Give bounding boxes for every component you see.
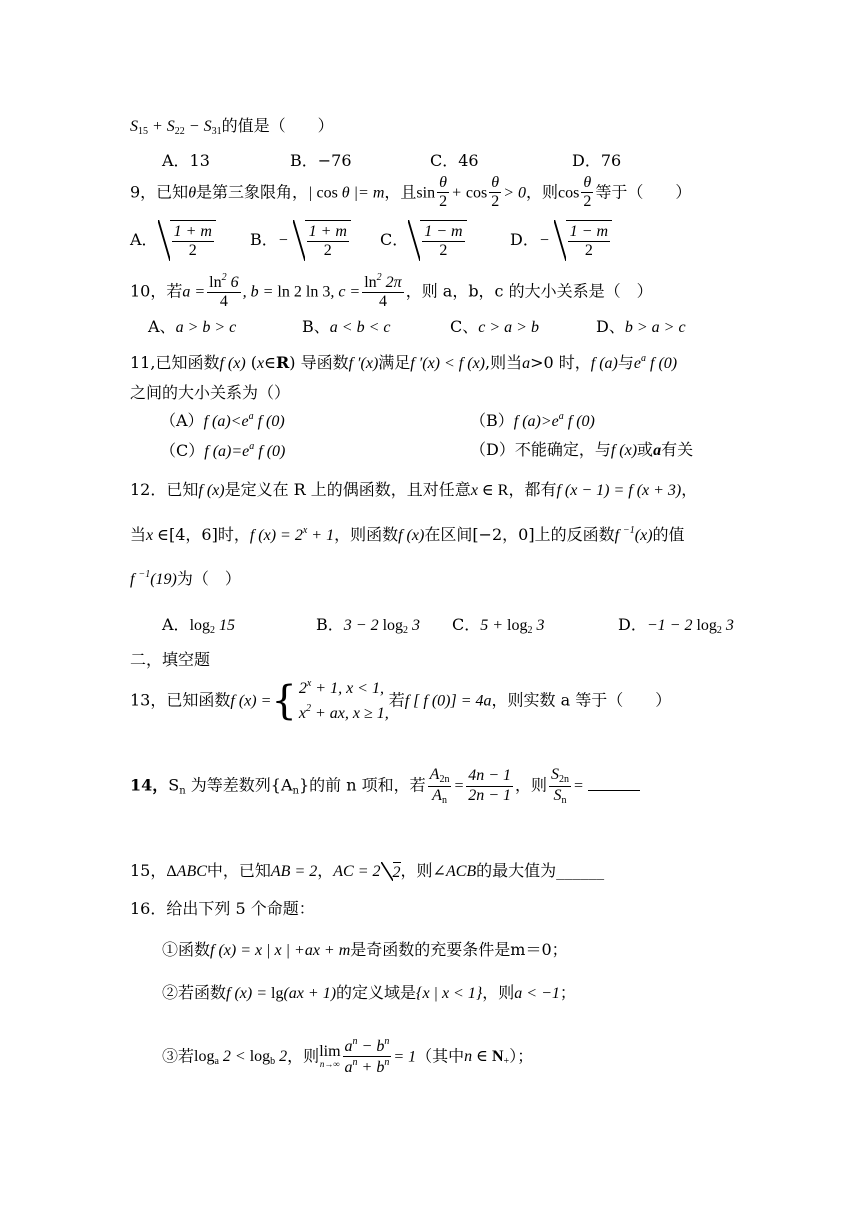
section-title-fill-blank: 二，填空题 xyxy=(130,650,211,669)
q10-opt-b-label: B、 xyxy=(302,317,330,336)
q12-stem: 12．已知f (x)是定义在 R 上的偶函数，且对任意x ∈ R，都有f (x − 1) = f (x + 3)， xyxy=(130,480,698,499)
q16-p2-text-a: ②若函数 xyxy=(162,983,227,1002)
q12-text-3: 当 xyxy=(130,525,147,544)
q12-opt-c-label: C． xyxy=(452,615,481,634)
q12-text-6: 在区间[−2，0]上的反函数 xyxy=(424,525,615,544)
q8-option-c: C．46 xyxy=(430,151,479,170)
q12-option-a: A．$\log_2 15$ xyxy=(162,615,236,636)
q10-opt-d-label: D、 xyxy=(596,317,625,336)
q14-stem: 14，$S_n$ 为等差数列$\{A_n\}$的前 n 项和，若 $\frac{A_{2n}}{A_n}$ = $\frac{4n - 1}{2n - 1}$ ，则 $\frac{S_{2n}}{S_n}$ = xyxy=(130,766,640,806)
q15-stem: 15，ΔABC中，已知AB = 2，AC = 2 2，则∠ACB的最大值为______ xyxy=(130,861,605,881)
q11-opt-b-label: （B） xyxy=(470,411,514,430)
q8-option-a: A．13 xyxy=(162,151,210,170)
q12-opt-d-label: D． xyxy=(618,615,647,634)
q11-text-3: ,则当 xyxy=(485,353,523,372)
q16-p3-text-d: ）； xyxy=(509,1046,534,1066)
q8-option-b: B．−76 xyxy=(290,151,352,170)
q9-text-3: ，则 xyxy=(526,182,559,202)
q12-text-5: ，则函数 xyxy=(334,525,399,544)
q9-text-2: ，且 xyxy=(384,182,417,202)
q11-text-5: 与 xyxy=(617,353,634,372)
q11-option-b: （B）f $(a)>e^a$ f (0) xyxy=(470,411,595,430)
q10-opt-c-label: C、 xyxy=(450,317,479,336)
q12-text-2: ，都有 xyxy=(508,480,557,499)
q9-option-c: C． $\frac{1 - m}{2}$ xyxy=(380,220,467,261)
q16-p2-text-c: ，则 xyxy=(482,983,515,1002)
q15-number: 15， xyxy=(130,861,167,880)
q12-opt-a-label: A． xyxy=(162,615,190,634)
q8-stem xyxy=(130,118,334,137)
q9-opt-b-label: B． xyxy=(250,229,278,249)
q11-opt-c-label: （C） xyxy=(160,441,205,460)
q11-opt-a-label: （A） xyxy=(160,411,204,430)
q11-option-c: （C）f $(a)=e^a$ f (0) xyxy=(160,441,286,460)
q16-proposition-3: ③若$\log_a 2 < \log_b 2$，则 lim n→∞ $\frac{a^n - b^n}{a^n + b^n}$ = 1（其中n ∈ $N_+$）； xyxy=(162,1036,534,1077)
q13-text-2: ，则实数 a 等于（ ） xyxy=(491,690,672,710)
q11-text-4: >0 时， xyxy=(530,353,591,372)
q16-proposition-2: ②若函数f (x) = lg(ax + 1)的定义域是{x | x < 1}，则a < −1； xyxy=(162,983,576,1002)
q11-option-d: （D）不能确定，与f (x)或a有关 xyxy=(470,440,694,459)
q9-opt-c-label: C． xyxy=(380,229,409,249)
q14-number: 14， xyxy=(130,775,169,795)
q9-text-4: 等于（ ） xyxy=(595,182,692,202)
q14-text-2: 为等差数列{A xyxy=(185,775,293,795)
q14-text-s: S xyxy=(168,775,180,795)
q13-number: 13，已知函数 xyxy=(130,690,231,710)
q15-text-2: ， xyxy=(317,861,334,880)
q8-option-d: D．76 xyxy=(572,151,622,170)
q16-p3-text-b: ，则 xyxy=(287,1046,320,1066)
q8-stem-text: 的值是（ ） xyxy=(221,116,334,135)
q11-text-2: 满足 xyxy=(378,353,411,372)
q15-text-1: 中，已知 xyxy=(206,861,271,880)
q12-text-8: 为（ ） xyxy=(176,569,241,588)
q12-option-b: B．3 − 2 $\log_2 3$ xyxy=(316,615,421,636)
q14-answer-blank xyxy=(588,790,640,791)
q14-text-4: ，则 xyxy=(515,775,548,795)
q10-option-d: D、b > a > c xyxy=(596,317,686,336)
q12-option-c: C．$5 + \log_2 3$ xyxy=(452,615,545,636)
q16-proposition-1: ①函数f (x) = x | x | +ax + m是奇函数的充要条件是m＝0； xyxy=(162,940,568,959)
q11-text-1: 导函数 xyxy=(300,353,349,372)
q9-text-1: 是第三象限角， xyxy=(196,182,309,202)
q11-stem: 11,已知函数f (x) (x∈R) 导函数f ′(x)满足f ′(x) < f (x),则当a>0 时，f (a)与$e^a$ f (0) xyxy=(130,353,678,372)
q11-option-a: （A）f $(a)<e^a$ f (0) xyxy=(160,411,285,430)
q11-opt-d-tail: 或 xyxy=(637,440,654,459)
q16-p3-text-a: ③若 xyxy=(162,1046,195,1066)
q16-title: 16．给出下列 5 个命题： xyxy=(130,899,315,918)
q13-stem: 13，已知函数f (x) ={ $2^x + 1$, x < 1, $x^2$ + ax, x ≥ 1, 若f [ f (0)] = 4a，则实数 a 等于（ ） xyxy=(130,678,672,724)
q12-text-7: 的值 xyxy=(652,525,685,544)
q10-option-a: A、a > b > c xyxy=(148,317,237,336)
q15-text-3: ，则 xyxy=(400,861,433,880)
q9-option-a: A． $\frac{1 + m}{2}$ xyxy=(130,220,216,261)
q9-option-b: B．− $\frac{1 + m}{2}$ xyxy=(250,220,351,261)
q9-option-d: D．− $\frac{1 - m}{2}$ xyxy=(510,220,612,261)
q12-text-4: 时， xyxy=(217,525,250,544)
q16-p2-text-b: 的定义域是 xyxy=(336,983,417,1002)
q11-opt-d-end: 有关 xyxy=(661,440,694,459)
q16-p1-text-c: m＝0； xyxy=(510,940,568,959)
q14-text-3: }的前 n 项和，若 xyxy=(298,775,426,795)
q9-opt-a-label: A． xyxy=(130,229,158,249)
q16-p3-text-c: （其中 xyxy=(416,1046,465,1066)
q10-opt-a-label: A、 xyxy=(148,317,176,336)
q14-text-s-sub: n xyxy=(179,785,186,797)
q13-text-1: 若 xyxy=(388,690,405,710)
q10-number: 10，若 xyxy=(130,281,183,301)
q16-p1-text-b: 是奇函数的充要条件是 xyxy=(350,940,511,959)
q11-number: 11,已知函数 xyxy=(130,353,220,372)
q15-text-4: 的最大值为______ xyxy=(476,861,605,880)
q9-opt-d-label: D． xyxy=(510,229,539,249)
q12-opt-b-label: B． xyxy=(316,615,344,634)
q12-text-1: 是定义在 R 上的偶函数，且对任意 xyxy=(224,480,471,499)
q10-option-c: C、c > a > b xyxy=(450,317,539,336)
q10-stem: 10，若a = $\frac{\ln^2 6}{4}$ , b = ln 2 ln 3, c = $\frac{\ln^2 2\pi}{4}$ ，则 a，b，c 的大小关系是（ ） xyxy=(130,272,653,311)
q8-formula: $S_{15} + S_{22} - S_{31}$ xyxy=(130,118,222,137)
q12-line-2: 当x ∈[4，6]时，f $(x) = 2^x + 1$，则函数f (x)在区间[−2，0]上的反函数f $^{-1}$(x)的值 xyxy=(130,525,685,544)
q10-option-b: B、a < b < c xyxy=(302,317,391,336)
q9-stem: 9，已知θ是第三象限角，| cos θ |= m，且sin $\frac{\theta}{2}$ + cos $\frac{\theta}{2}$ > 0，则cos $\frac{\theta}{2}$ 等于（ ） xyxy=(130,174,692,211)
q10-text-1: ，则 a，b，c 的大小关系是（ ） xyxy=(405,281,653,301)
q12-option-d: D．−1 − 2 $\log_2 3$ xyxy=(618,615,734,636)
q11-opt-d-label: （D）不能确定，与 xyxy=(470,440,611,459)
q16-p1-text-a: ①函数 xyxy=(162,940,211,959)
q12-line-3: f $^{-1}$(19)为（ ） xyxy=(130,569,241,588)
q11-line-2: 之间的大小关系为（） xyxy=(130,383,291,402)
q12-number: 12．已知 xyxy=(130,480,199,499)
q9-number: 9，已知 xyxy=(130,182,189,202)
